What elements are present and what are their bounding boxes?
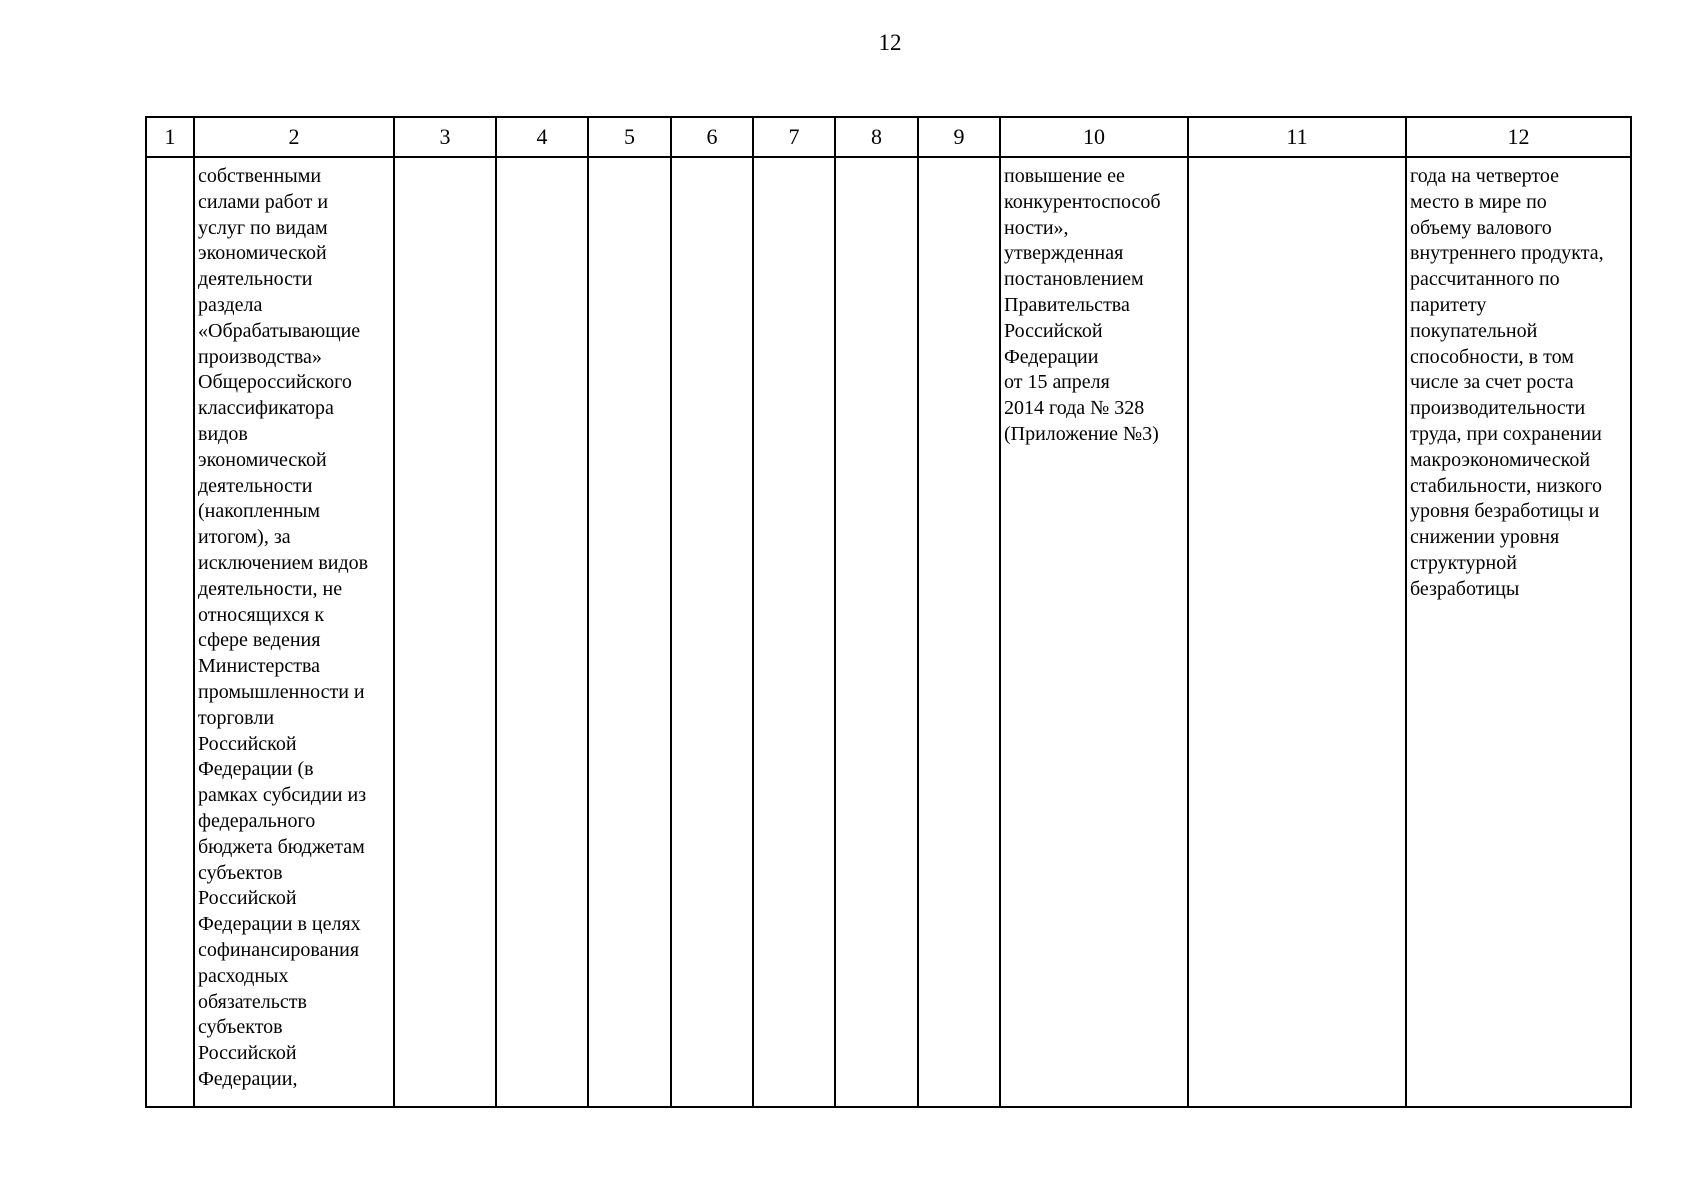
column-header-12: 12 (1406, 117, 1631, 157)
cell-col-4 (496, 157, 588, 1107)
page-number: 12 (878, 30, 902, 55)
cell-col-3 (394, 157, 496, 1107)
cell-col-5 (588, 157, 671, 1107)
column-header-4: 4 (496, 117, 588, 157)
cell-col-7 (753, 157, 835, 1107)
column-header-1: 1 (146, 117, 194, 157)
column-header-7: 7 (753, 117, 835, 157)
cell-col-2: собственными силами работ и услуг по видам экономической деятельности раздела «Обрабатывающие производства» Общероссийского классификатора видов экономической деятельности (накопленным итогом), за исключением видов деятельности, не относящихся к сфере ведения Министерства промышленности и торговли Российской Федерации (в рамках субсидии из федерального бюджета бюджетам субъектов Российской Федерации в целях софинансирования расходных обязательств субъектов Российской Федерации, (194, 157, 394, 1107)
cell-col-9 (918, 157, 1000, 1107)
cell-col-12: года на четвертое место в мире по объему валового внутреннего продукта, рассчитанного по паритету покупательной способности, в том числе за счет роста производительности труда, при сохранении макроэкономической стабильности, низкого уровня безработицы и снижении уровня структурной безработицы (1406, 157, 1631, 1107)
column-header-8: 8 (835, 117, 918, 157)
cell-col-6 (671, 157, 753, 1107)
document-table (145, 116, 1632, 1108)
cell-col-1 (146, 157, 194, 1107)
column-header-5: 5 (588, 117, 671, 157)
cell-col-10: повышение ее конкурентоспособ ности», утвержденная постановлением Правительства Российской Федерации от 15 апреля 2014 года № 328 (Приложение №3) (1000, 157, 1188, 1107)
table-row (146, 157, 1631, 1107)
column-header-11: 11 (1188, 117, 1406, 157)
column-header-2: 2 (194, 117, 394, 157)
cell-col-8 (835, 157, 918, 1107)
header-row (146, 117, 1631, 157)
column-header-10: 10 (1000, 117, 1188, 157)
cell-col-11 (1188, 157, 1406, 1107)
column-header-6: 6 (671, 117, 753, 157)
column-header-9: 9 (918, 117, 1000, 157)
column-header-3: 3 (394, 117, 496, 157)
